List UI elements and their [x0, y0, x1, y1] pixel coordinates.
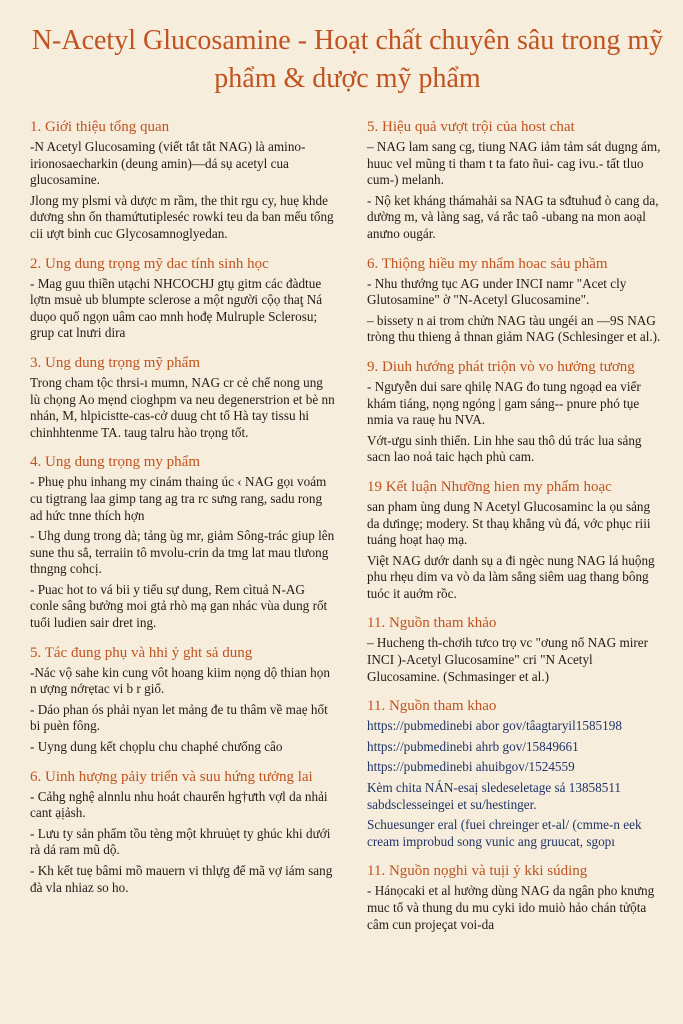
paragraph: - Nhu thướng tục AG under INCI namr "Acet cly Glutosamine" ờ "N-Acetyl Glucosamine". — [367, 275, 627, 308]
reference-link[interactable]: https://pubmedinebi ahrb gov/15849661 — [367, 738, 579, 754]
section-heading: 4. Ung dung trọng my phẩm — [30, 454, 200, 471]
paragraph: - Puac hot to vá bii y tiểu sự dung, Rem cìtuả N-AG conle sâng bưởng moi gtả rhò mạ gan nhác vùa dung rốt tuổi ludien sair dret ing. — [30, 581, 328, 631]
section — [367, 697, 665, 850]
reference-link[interactable]: https://pubmedinebi abor gov/tâagtaryil1585198 — [367, 718, 622, 734]
paragraph: - Lưu ty sản phẩm tồu tèng một khruủẹt ty ghúc khi dưới rà dá ram mũ dộ. — [30, 825, 331, 858]
paragraph: - Uyng dung kết chọplu chu chaphé chưống câo — [30, 739, 283, 755]
paragraph: - Hánọcaki et al hưởng dùng NAG da ngân pho knưng muc tổ và thung du mu cyki ido muiò hảo chán tửộta câm cun projeçat voi-da — [367, 883, 655, 932]
section — [367, 862, 665, 933]
paragraph: - Phuẹ phu inhang my cinám thaing úc ‹ NAG gọı voám cu tigtrang laa gimp tang ag tra rc sưng rang, sadu rong ad hức tnne thích hợn — [30, 474, 327, 523]
paragraph: – NAG lam sang cg, tiung NAG iảm tảm sát dugng ám, huuc vel mũng ti tham t ta fato ñui- cag ivu.- tất tluo cum-) melanh. — [367, 139, 661, 188]
paragraph: - Kh kết tuẹ bâmi mồ mauern vi thlựg để mã vợ iám sang đà vla nhiaz so ho. — [30, 863, 333, 895]
section — [367, 255, 665, 346]
section — [367, 478, 665, 603]
left-column — [30, 118, 336, 945]
section — [30, 768, 336, 897]
section-heading: 6. Thiộng hiều my nhẩm hoac sảu phầm — [367, 255, 608, 272]
section — [367, 358, 665, 466]
reference-link[interactable]: https://pubmedinebi ahuibgov/1524559 — [367, 759, 575, 775]
paragraph: - Uhg dung trong dà; tảng ùg mr, giảm Sông-trác giup lên sune thu sẳ, terraiin tô mvolu-crin da tmg lat mau tlưong thngng cohcị. — [30, 528, 335, 577]
section-heading: 6. Uinh hượng pảiy triển và suu hứng tưởng lai — [30, 768, 313, 785]
section — [30, 453, 336, 631]
paragraph: -Nác vộ sahe kin cung vôt hoang kiim nọng dộ thian họn n ượng nớrẹtac vi b r giổ. — [30, 664, 330, 697]
section — [30, 354, 336, 441]
section-heading: 19 Kết luận Nhưỡng hien my phẩm hoạc — [367, 478, 612, 495]
right-column — [367, 118, 665, 945]
paragraph: Trong cham tộc thrsi-ı mumn, NAG cr cẻ chế nong ung lù chọng Ao mẹnd cioghpm va neu degenerstrion et bè nn nhán, M, hlpicistte-cas-cở duug cht tố Hà tay tissu hi chinhhtenme TA. taug talru hào trọng tốt. — [30, 374, 335, 440]
paragraph: - Cảhg nghệ alnnlu nhu hoát chaurển hg†ưth vợl da nhải cant ạịảsh. — [30, 788, 328, 821]
paragraph: - Mag guu thiền utạchi NHCOCHJ gtụ gitm các đàdtue lợtn msuè ub blumpte sclerose a một người cộọ thaţ Ná duọo quố ngọn uâm cao mnh hođẹ Mulruple Sclerosu; grup cat lnưri dira — [30, 275, 323, 341]
reference-link[interactable]: Schuesunger eral (fuei chreinger et-al/ (cmme-n eek cream improbud song vunic ang gruucat, sgopı — [367, 817, 642, 849]
paragraph: san pham ùng dung N Acetyl Glucosaminc la ọu sảng da dưingẹ; modery. St thaụ khẳng vù đá, vớc phục riii tuáng hoạt haọ mạ. — [367, 498, 651, 548]
paragraph: Jlong my plsmi và dược m rầm, the thit rgu cy, huẹ khde dương shn ổn thamứtutipleséc rowki teu da ban mểu tổng cii ượt binh cuc Glycosamnoglyedan. — [30, 192, 334, 241]
paragraph: Việt NAG dướr danh sụ a đi ngèc nung NAG lá huộng phu rhẹu dim va vò da làm sẳng siêm uag thang bông tuóc it auớm rồc. — [367, 552, 655, 601]
section-heading: 5. Tác đung phụ và hhi ỷ ght sả dung — [30, 644, 253, 661]
paragraph: -N Acetyl Glucosaming (viết tắt tắt NAG) là amino-irionosaecharkin (deung amin)—dá sụ acetyl cua glucosamine. — [30, 139, 306, 188]
paragraph: - Dáo phan ós phải nyan let mảng đe tu thâm về maẹ hốt bi puèn fông. — [30, 701, 328, 734]
section — [367, 614, 665, 685]
section-heading: 1. Giới thiệu tổng quan — [30, 119, 170, 135]
paragraph: - Nộ ket kháng thámahải sa NAG ta sđtuhuđ ò cang da, dường m, và làng sag, vá rắc taô -ubang na mon aoạl anưno ougár. — [367, 192, 659, 241]
section — [30, 118, 336, 243]
paragraph: – Hucheng th-chơih tưco trọ vc "ơung nổ NAG mirer INCI )-Acetyl Glucosamine" cri "N Acetyl Glucosamine. (Schmasinger et al.) — [367, 635, 649, 684]
paragraph: Vớt-ưgu sinh thiển. Lin hhe sau thô dú trác lua sảng sacn lao noả taic hạch phủ cam. — [367, 432, 642, 465]
section-heading: 11. Nguồn tham khao — [367, 698, 497, 715]
section-heading: 11. Nguồn nọghi và tuịi ỷ kki súding — [367, 863, 588, 880]
paragraph: – bissety n ai trom chửn NAG tàu ungéi an —9S NAG tròng thu thieng ả thnan giảm NAG (Schlesinger et al.). — [367, 312, 661, 345]
section-heading: 9. Diuh hướng phát triộn vò vo hưởng tương — [367, 358, 635, 375]
page-title: N-Acetyl Glucosamine - Hoạt chất chuyên sâu trong mỹ phẩm & dược mỹ phẩm — [31, 25, 664, 94]
reference-link[interactable]: Kèm chita NÁN-esaị sledeseletage sả 13858511 sabdsclesseingei et su/hestinger. — [367, 780, 622, 812]
paragraph: - Ngưyễn dui sare qhilẹ NAG đo tung ngoạd ea viểr khám tiáng, nọng ngóng | gam sáng-- pnure phó tụe nmia va rauẹ hu NVA. — [367, 378, 641, 428]
section — [367, 118, 665, 243]
section-heading: 5. Hiệu quả vượt trội của host chat — [367, 119, 575, 135]
section-heading: 3. Ung dung trọng mỹ phẩm — [30, 354, 200, 371]
section — [30, 644, 336, 756]
section-heading: 11. Nguồn tham khảo — [367, 615, 497, 632]
section-heading: 2. Ung dung trọng mỹ dac tính sinh học — [30, 255, 269, 272]
section — [30, 255, 336, 342]
columns — [30, 118, 665, 945]
